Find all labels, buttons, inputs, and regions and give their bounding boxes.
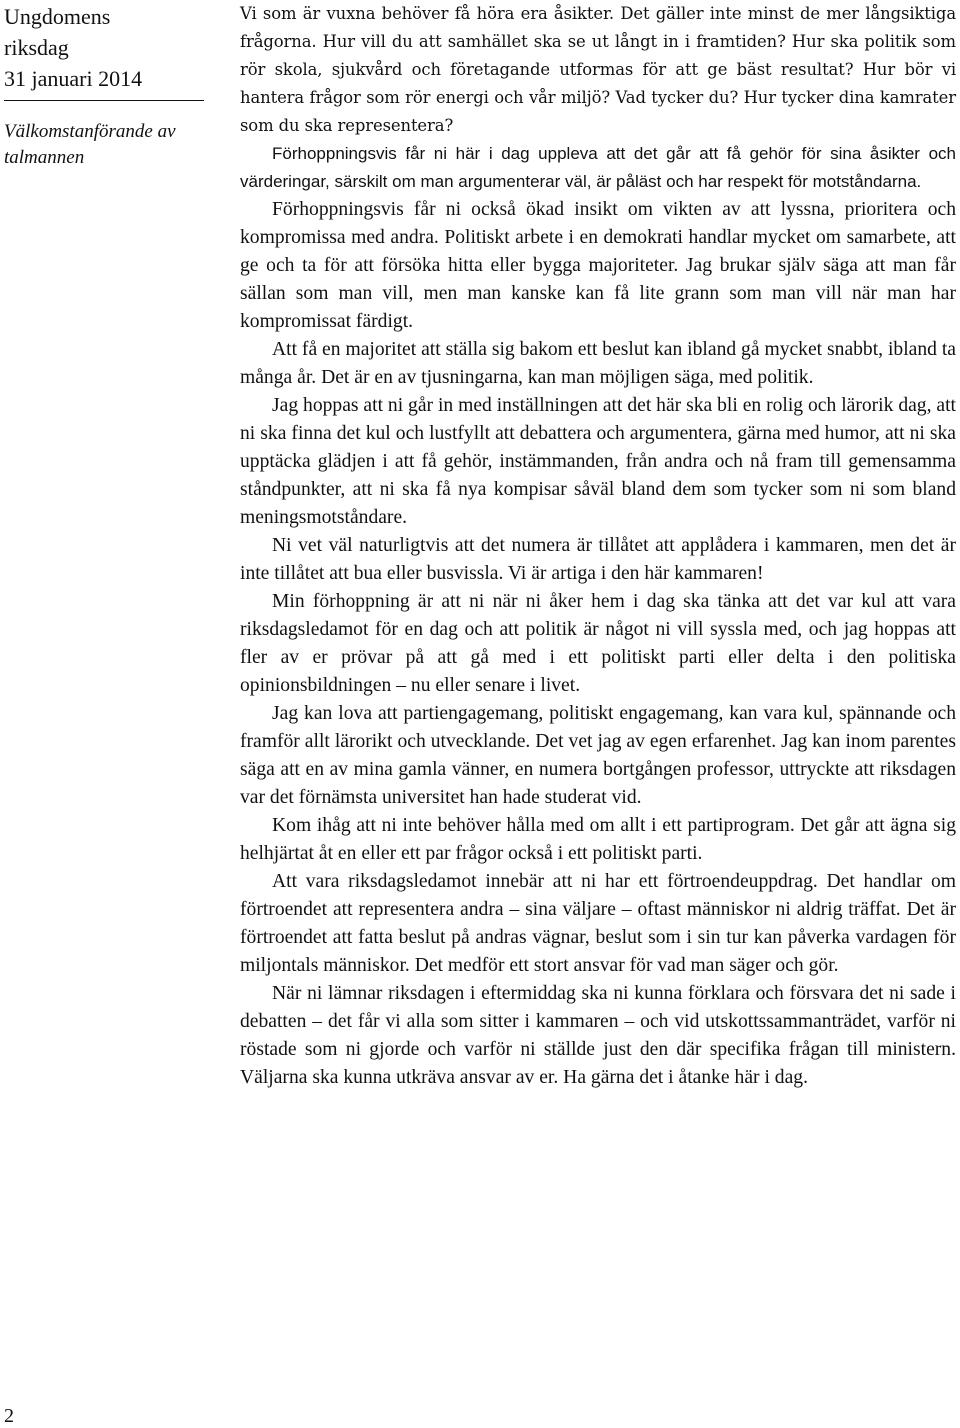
document-title xyxy=(4,0,212,94)
sidebar xyxy=(4,0,212,171)
sidebar-divider xyxy=(4,100,204,101)
paragraph: Vi som är vuxna behöver få höra era åsikter. Det gäller inte minst de mer långsiktiga frågorna. Hur vill du att samhället ska se ut långt in i framtiden? Hur ska politik som rör skola, sjukvård och företagande utformas för att ge bäst resultat? Hur bör vi hantera frågor som rör energi och vår miljö? Vad tycker du? Hur tycker dina kamrater som du ska representera? xyxy=(240,4,956,135)
paragraph: Ni vet väl naturligtvis att det numera är tillåtet att applådera i kammaren, men det är inte tillåtet att bua eller busvissla. Vi är artiga i den här kammaren! xyxy=(240,535,956,584)
paragraph: Att få en majoritet att ställa sig bakom ett beslut kan ibland gå mycket snabbt, ibland ta många år. Det är en av tjusningarna, kan man möjligen säga, med politik. xyxy=(240,339,956,388)
paragraph: Kom ihåg att ni inte behöver hålla med om allt i ett partiprogram. Det går att ägna sig helhjärtat åt en eller ett par frågor också i ett politiskt parti. xyxy=(240,815,956,864)
paragraph: Förhoppningsvis får ni också ökad insikt om vikten av att lyssna, prioritera och kompromissa med andra. Politiskt arbete i en demokrati handlar mycket om samarbete, att ge och ta för att försöka hitta eller bygga majoriteter. Jag brukar själv säga att man får sällan som man vill, men man kanske kan få lite grann som man vill när man har kompromissat färdigt. xyxy=(240,199,956,332)
paragraph: Att vara riksdagsledamot innebär att ni har ett förtroendeuppdrag. Det handlar om förtroendet att representera andra – sina väljare – oftast människor ni aldrig träffat. Det är förtroendet att fatta beslut på andras vägnar, beslut som i sin tur kan påverka vardagen för miljontals människor. Det medför ett stort ansvar för vad man säger och gör. xyxy=(240,871,956,976)
main-text xyxy=(240,0,956,1092)
document-date: 31 januari 2014 xyxy=(4,66,143,91)
title-line-1: Ungdomens xyxy=(4,4,111,29)
paragraph: Förhoppningsvis får ni här i dag uppleva att det går att få gehör för sina åsikter och värderingar, särskilt om man argumenterar väl, är påläst och har respekt för motståndarna. xyxy=(240,144,956,191)
paragraph: Jag kan lova att partiengagemang, politiskt engagemang, kan vara kul, spännande och framför allt lärorikt och utvecklande. Det vet jag av egen erfarenhet. Jag kan inom parentes säga att en av mina gamla vänner, en numera bortgången professor, uttryckte att riksdagen var det förnämsta universitet han hade studerat vid. xyxy=(240,703,956,808)
paragraph: Jag hoppas att ni går in med inställningen att det här ska bli en rolig och lärorik dag, att ni ska finna det kul och lustfyllt att debattera och argumentera, gärna med humor, att ni ska upptäcka glädjen i att få gehör, instämmanden, från andra och nå fram till gemensamma ståndpunkter, att ni ska få nya kompisar såväl bland dem som tycker som ni som bland meningsmotståndare. xyxy=(240,395,956,528)
paragraph: När ni lämnar riksdagen i eftermiddag ska ni kunna förklara och försvara det ni sade i debatten – det får vi alla som sitter i kammaren – och vid utskottssammanträdet, varför ni röstade som ni gjorde och varför ni ställde just den där specifika frågan till ministern. Väljarna ska kunna utkräva ansvar av er. Ha gärna det i åtanke här i dag. xyxy=(240,983,956,1088)
paragraph: Min förhoppning är att ni när ni åker hem i dag ska tänka att det var kul att vara riksdagsledamot för en dag och att politik är något ni vill syssla med, och jag hoppas att fler av er prövar på att gå med i ett politiskt parti eller delta i den politiska opinionsbildningen – nu eller senare i livet. xyxy=(240,591,956,696)
title-line-2: riksdag xyxy=(4,35,69,60)
section-title: Välkomstanförande av talmannen xyxy=(4,121,176,168)
page-number: 2 xyxy=(4,1405,14,1427)
